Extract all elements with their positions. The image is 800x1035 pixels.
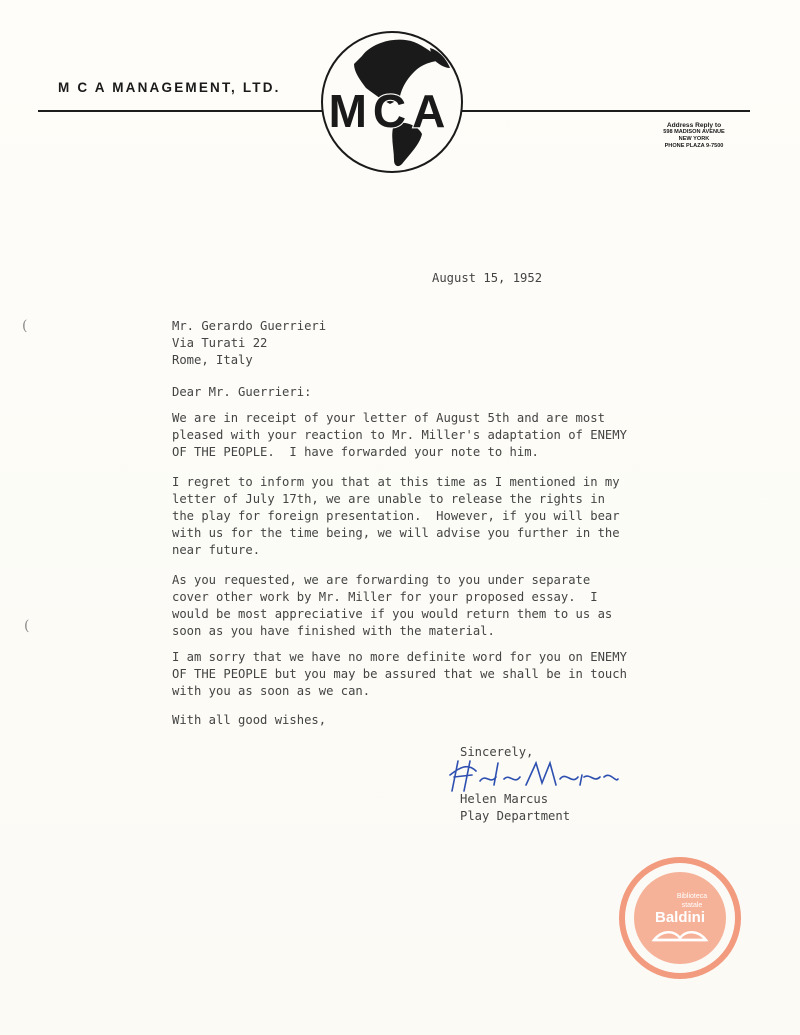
text-line: cover other work by Mr. Miller for your proposed essay. I <box>172 590 598 604</box>
reply-line: PHONE PLAZA 9-7500 <box>664 143 724 149</box>
text-line: OF THE PEOPLE but you may be assured that we shall be in touch <box>172 667 627 681</box>
salutation: Dear Mr. Guerrieri: <box>172 385 312 399</box>
text-line: the play for foreign presentation. However, if you will bear <box>172 509 620 523</box>
margin-mark: ( <box>22 318 28 334</box>
logo-text: MCA <box>328 85 452 137</box>
sincerely: Sincerely, <box>460 745 534 759</box>
address-line: Mr. Gerardo Guerrieri <box>172 319 327 333</box>
paragraph-4 <box>172 649 627 700</box>
text-line: I regret to inform you that at this time as I mentioned in my <box>172 475 620 489</box>
letter-date: August 15, 1952 <box>432 271 543 285</box>
text-line: As you requested, we are forwarding to you under separate <box>172 573 591 587</box>
company-name: M C A MANAGEMENT, LTD. <box>58 80 281 95</box>
handwritten-signature <box>446 755 621 795</box>
text-line: with us for the time being, we will advise you further in the <box>172 526 620 540</box>
reply-line: NEW YORK <box>678 136 710 142</box>
text-line: pleased with your reaction to Mr. Miller's adaptation of ENEMY <box>172 428 627 442</box>
paragraph-3 <box>172 572 612 640</box>
text-line: with you as soon as we can. <box>172 684 371 698</box>
stamp-line: Biblioteca <box>676 893 708 900</box>
mca-globe-logo <box>302 28 478 178</box>
address-line: Via Turati 22 <box>172 336 268 350</box>
library-stamp <box>618 856 742 980</box>
closing: With all good wishes, <box>172 713 327 727</box>
text-line: letter of July 17th, we are unable to release the rights in <box>172 492 605 506</box>
paragraph-1 <box>172 410 627 461</box>
text-line: would be most appreciative if you would return them to us as <box>172 607 613 621</box>
text-line: soon as you have finished with the material. <box>172 624 495 638</box>
reply-line: 598 MADISON AVENUE <box>663 129 725 135</box>
paragraph-2 <box>172 474 620 559</box>
stamp-line: Baldini <box>654 909 706 926</box>
reply-address <box>644 122 744 150</box>
signer-department: Play Department <box>460 809 571 823</box>
text-line: near future. <box>172 543 261 557</box>
text-line: OF THE PEOPLE. I have forwarded your note to him. <box>172 445 539 459</box>
stamp-line: statale <box>681 902 703 909</box>
text-line: We are in receipt of your letter of August 5th and are most <box>172 411 605 425</box>
margin-mark: ( <box>24 618 30 634</box>
reply-line: Address Reply to <box>666 122 722 129</box>
signer-name: Helen Marcus <box>460 792 549 806</box>
text-line: I am sorry that we have no more definite word for you on ENEMY <box>172 650 627 664</box>
recipient-address <box>172 318 326 369</box>
address-line: Rome, Italy <box>172 353 253 367</box>
